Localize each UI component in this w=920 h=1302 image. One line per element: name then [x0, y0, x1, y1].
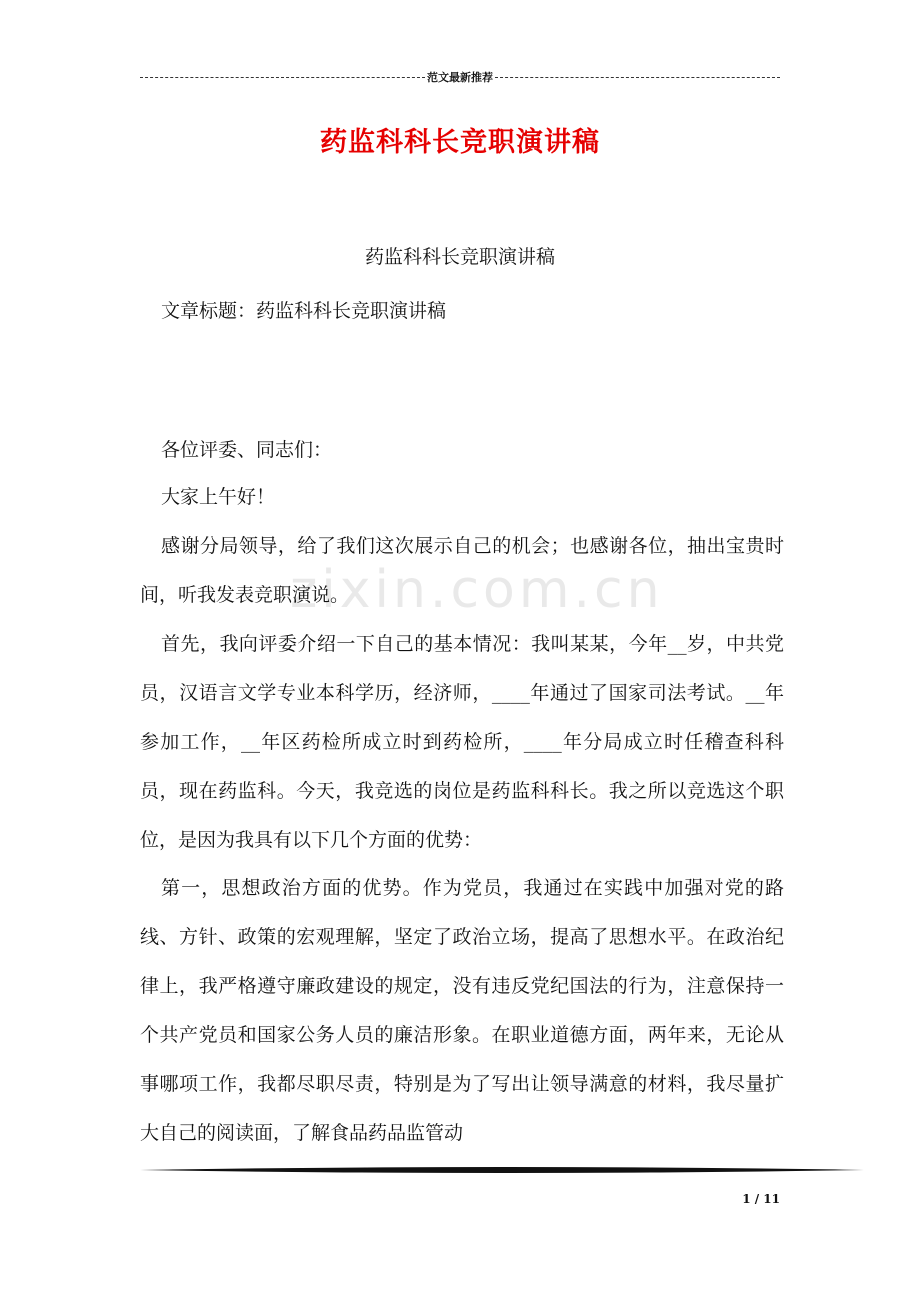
paragraph-greeting: 各位评委、同志们：: [161, 439, 333, 461]
page-number: 1 / 11: [742, 1192, 780, 1206]
paragraph-thanks: 感谢分局领导，给了我们这次展示自己的机会；也感谢各位，抽出宝贵时间，听我发表竞职演说。: [140, 535, 784, 606]
article-title-line: 文章标题：药监科科长竞职演讲稿: [161, 300, 447, 322]
paragraph-political-advantage: 第一，思想政治方面的优势。作为党员，我通过在实践中加强对党的路线、方针、政策的宏观理解，坚定了政治立场，提高了思想水平。在政治纪律上，我严格遵守廉政建设的规定，没有违反党纪国法的行为，注意保持一个共产党员和国家公务人员的廉洁形象。在职业道德方面，两年来，无论从事哪项工作，我都尽职尽责，特别是为了写出让领导满意的材料，我尽量扩大自己的阅读面，了解食品药品监管动: [140, 877, 784, 1144]
document-subtitle: 药监科科长竞职演讲稿: [364, 246, 555, 268]
paragraph-hello: 大家上午好！: [161, 486, 276, 508]
watermark-text: zixin.com.cn: [290, 560, 664, 620]
header-label: 范文最新推荐: [427, 71, 493, 84]
header-dash-left: [140, 77, 425, 78]
header-dash-right: [495, 77, 780, 78]
paragraph-introduction: 首先，我向评委介绍一下自己的基本情况：我叫某某，今年__岁，中共党员，汉语言文学专业本科学历，经济师，____年通过了国家司法考试。__年参加工作，__年区药检所成立时到药检所，____年分局成立时任稽查科科员，现在药监科。今天，我竞选的岗位是药监科科长。我之所以竞选这个职位，是因为我具有以下几个方面的优势：: [140, 633, 784, 851]
footer-rule: [140, 1166, 864, 1174]
document-title: 药监科科长竞职演讲稿: [320, 127, 600, 158]
header-banner: [140, 68, 780, 86]
